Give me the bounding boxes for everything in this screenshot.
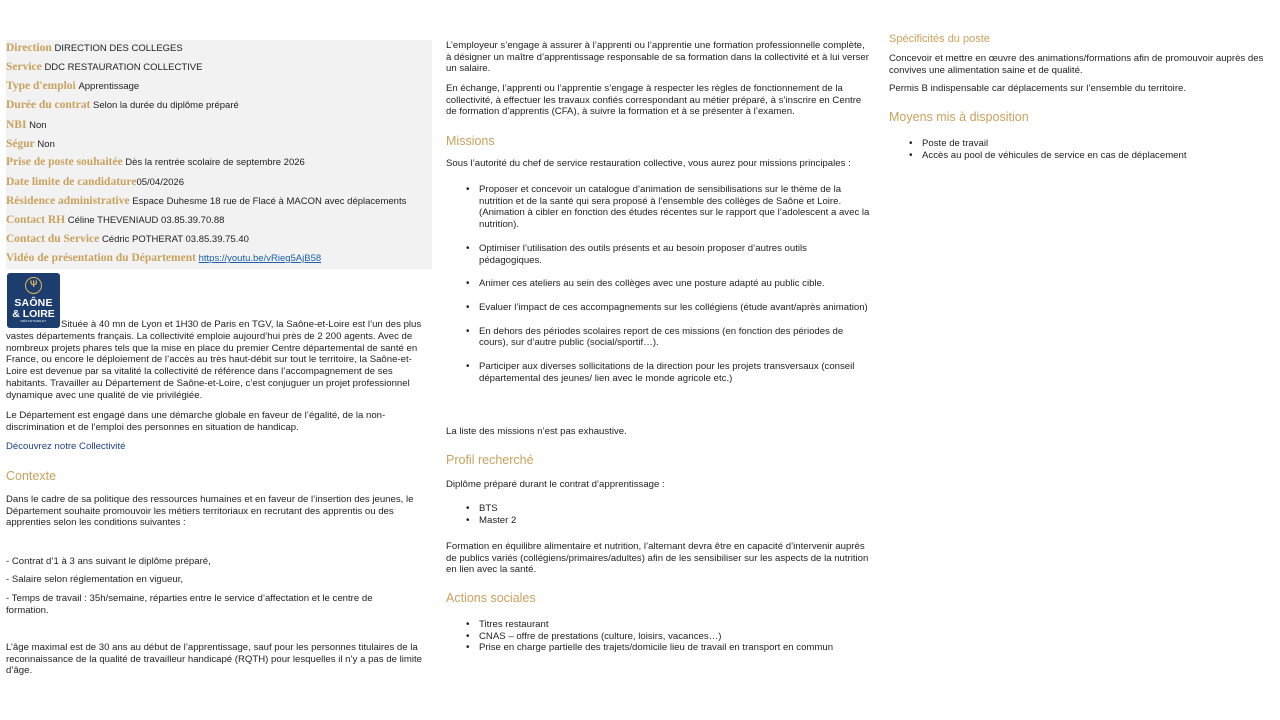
permis-paragraph: Permis B indispensable car déplacements sur l’ensemble du territoire. xyxy=(889,83,1187,94)
missions-title: Missions xyxy=(446,134,495,148)
info-duree-contrat: Durée du contrat Selon la durée du diplôme préparé xyxy=(6,99,239,111)
moyens-list xyxy=(889,138,1279,161)
profil-title: Profil recherché xyxy=(446,453,534,467)
info-date-limite: Date limite de candidature05/04/2026 xyxy=(6,176,184,188)
info-video: Vidéo de présentation du Département https://youtu.be/vRieg5AjB58 xyxy=(6,252,322,264)
contexte-contrat: - Contrat d’1 à 3 ans suivant le diplôme préparé, xyxy=(6,556,211,567)
contexte-paragraph: Dans le cadre de sa politique des ressources humaines et en faveur de l’insertion des jeunes, le Département souhaite promouvoir les métiers territoriaux en recrutant des apprentis ou des apprenties selon les conditions suivantes : xyxy=(6,494,414,529)
info-service: Service DDC RESTAURATION COLLECTIVE xyxy=(6,61,203,73)
moyen-item: • Accès au pool de véhicules de service en cas de déplacement xyxy=(889,150,1279,162)
info-prise-de-poste: Prise de poste souhaitée Dès la rentrée scolaire de septembre 2026 xyxy=(6,156,305,168)
action-item: • Titres restaurant xyxy=(446,619,870,631)
intro-paragraph: vastes départements français. La collectivité emploie aujourd’hui près de 2 200 agents. Avec de nombreux projets phares tels que la mise en place du premier Centre départemental de santé en France, ou encore le déploiement de l’accès au très haut-débit sur tout le territoire, la Saône-et-Loire est devenue par sa vitalité la collectivité de référence dans l’accompagnement de ses habitants. Travailler au Département de Saône-et-Loire, c’est conjuguer un projet professionnel dynamique avec une qualité de vie privilégiée. xyxy=(6,331,418,401)
mission-item: • En dehors des périodes scolaires report de ces missions (en fonction des périodes de cours), sur d’autre public (social/sportif…). xyxy=(446,326,870,349)
contexte-title: Contexte xyxy=(6,469,57,483)
diplome-list xyxy=(446,503,870,526)
mission-item: • Animer ces ateliers au sein des collèges avec une posture adapté au public cible. xyxy=(446,278,870,290)
contexte-age: L’âge maximal est de 30 ans au début de l’apprentissage, sauf pour les personnes titulaires de la reconnaissance de la qualité de travailleur handicapé (RQTH) pour lesquelles il n’y a pas de limite d’âge. xyxy=(6,642,422,677)
missions-intro: Sous l’autorité du chef de service restauration collective, vous aurez pour missions principales : xyxy=(446,158,851,169)
mission-item: • Evaluer l’impact de ces accompagnements sur les collégiens (étude avant/après animation) xyxy=(446,302,870,314)
profil-paragraph: Formation en équilibre alimentaire et nutrition, l’alternant devra être en capacité d’intervenir auprès de publics variés (collégiens/primaires/adultes) afin de les sensibiliser sur les aspects de la nutrition en lien avec la santé. xyxy=(446,541,869,576)
diplome-item: • Master 2 xyxy=(446,515,870,527)
logo-emblem-icon: Ψ xyxy=(25,277,42,294)
engagement-apprenti: En échange, l’apprenti ou l’apprentie s’engage à respecter les règles de fonctionnement de la collectivité, à effectuer les travaux confiés correspondant au métier préparé, à s’inscrire en Centre de formation d’apprentis (CFA), à suivre la formation et à se présenter à l’examen. xyxy=(446,83,862,118)
action-item: • Prise en charge partielle des trajets/domicile lieu de travail en transport en commun xyxy=(446,642,870,654)
contexte-temps-travail: - Temps de travail : 35h/semaine, réparties entre le service d’affectation et le centre de formation. xyxy=(6,593,373,616)
moyen-item: • Poste de travail xyxy=(889,138,1279,150)
profil-intro: Diplôme préparé durant le contrat d’apprentissage : xyxy=(446,479,665,490)
missions-note: La liste des missions n’est pas exhaustive. xyxy=(446,426,627,437)
info-segur: Ségur Non xyxy=(6,138,55,150)
intro-first-line: Située à 40 mn de Lyon et 1H30 de Paris en TGV, la Saône-et-Loire est l’un des plus xyxy=(61,319,422,330)
saone-et-loire-logo: Ψ SAÔNE & LOIRE DÉPARTEMENT xyxy=(7,273,60,328)
actions-title: Actions sociales xyxy=(446,591,536,605)
mission-item: • Participer aux diverses sollicitations de la direction pour les projets transversaux (conseil départemental des jeunes/ lien avec le monde agricole etc.) xyxy=(446,361,870,384)
info-type-emploi: Type d'emploi Apprentissage xyxy=(6,80,140,92)
info-nbi: NBI Non xyxy=(6,119,47,131)
contexte-salaire: - Salaire selon réglementation en vigueur, xyxy=(6,574,184,585)
decouvrez-link[interactable]: Découvrez notre Collectivité xyxy=(6,441,126,452)
specificites-title: Spécificités du poste xyxy=(889,33,990,45)
moyens-title: Moyens mis à disposition xyxy=(889,110,1029,124)
video-link[interactable]: https://youtu.be/vRieg5AjB58 xyxy=(198,253,322,264)
mission-item: • Optimiser l’utilisation des outils présents et au besoin proposer d’autres outils pédagogiques. xyxy=(446,243,870,266)
missions-list xyxy=(446,184,870,384)
info-contact-rh: Contact RH Céline THEVENIAUD 03.85.39.70.88 xyxy=(6,214,225,226)
specificites-paragraph: Concevoir et mettre en œuvre des animations/formations afin de promouvoir auprès des convives une alimentation saine et de qualité. xyxy=(889,53,1264,76)
mission-item: • Proposer et concevoir un catalogue d’animation de sensibilisations sur le thème de la nutrition et de la santé qui sera proposé à l’ensemble des collèges de Saône et Loire. (Animation à cibler en fonction des études récentes sur le rapport que l’adolescent a avec la nutrition). xyxy=(446,184,870,231)
actions-list xyxy=(446,619,870,654)
diplome-item: • BTS xyxy=(446,503,870,515)
egalite-paragraph: Le Département est engagé dans une démarche globale en faveur de l’égalité, de la non-discrimination et de l’emploi des personnes en situation de handicap. xyxy=(6,410,386,433)
info-contact-service: Contact du Service Cédric POTHERAT 03.85.39.75.40 xyxy=(6,233,249,245)
action-item: • CNAS – offre de prestations (culture, loisirs, vacances…) xyxy=(446,631,870,643)
info-direction: Direction DIRECTION DES COLLEGES xyxy=(6,42,183,54)
engagement-employeur: L’employeur s’engage à assurer à l’apprenti ou l’apprentie une formation professionnelle complète, à désigner un maître d’apprentissage responsable de sa formation dans la collectivité et à lui verser un salaire. xyxy=(446,40,869,75)
info-residence: Résidence administrative Espace Duhesme 18 rue de Flacé à MACON avec déplacements xyxy=(6,195,407,207)
job-info-box xyxy=(6,40,432,269)
